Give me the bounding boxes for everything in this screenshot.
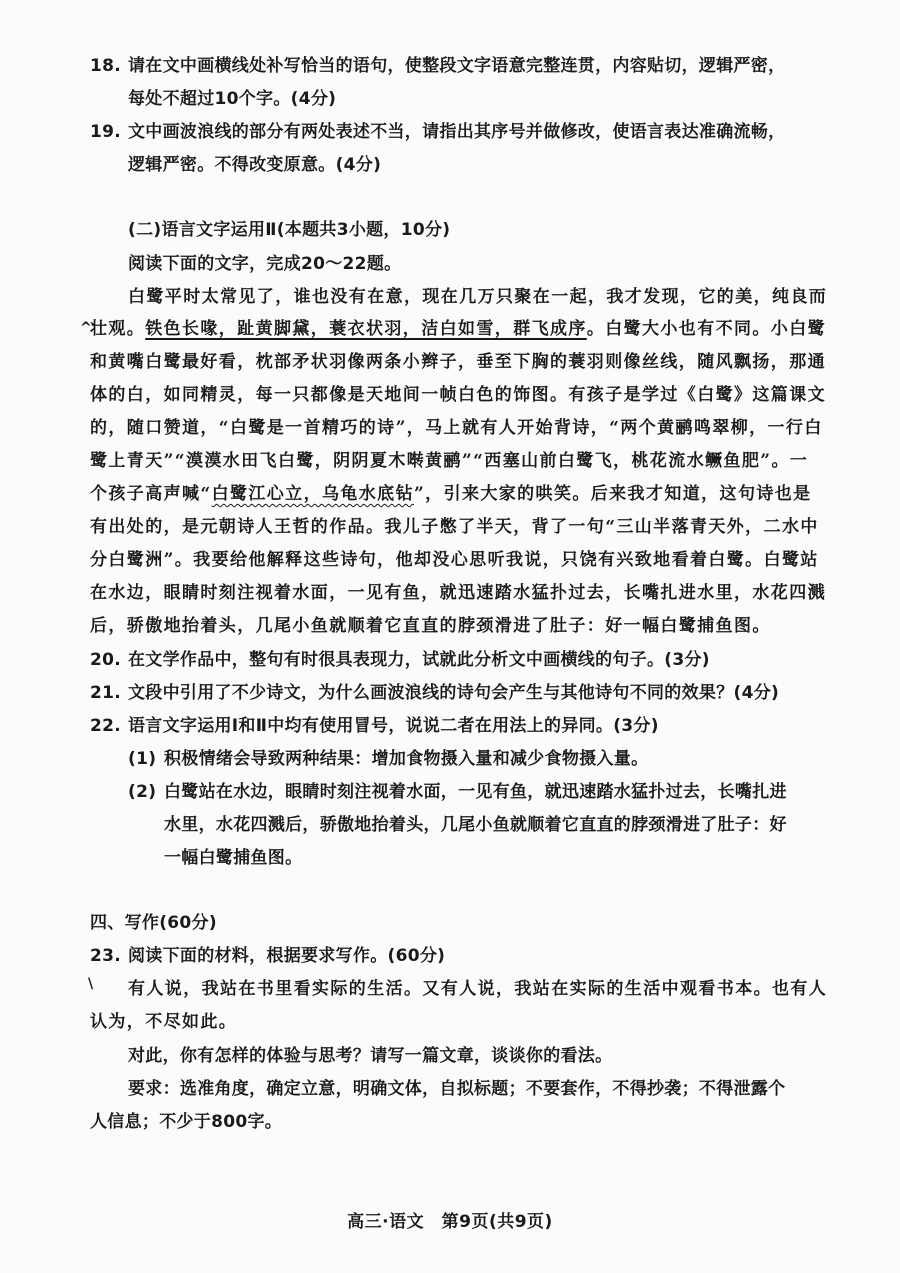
writing-requirements-continued: 人信息；不少于800字。: [90, 1112, 283, 1132]
question-text: 在文学作品中，整句有时很具表现力，试就此分析文中画横线的句子。(3分): [128, 650, 710, 670]
question-22-item-2-continued: 水里，水花四溅后，骄傲地抬着头，几尾小鱼就顺着它直直的脖颈滑进了肚子：好: [164, 815, 787, 835]
passage-line: 体的白，如同精灵，每一只都像是天地间一帧白色的饰图。有孩子是学过《白鹭》这篇课文: [90, 385, 826, 405]
passage-text: ”，引来大家的哄笑。后来我才知道，这句诗也是: [413, 484, 812, 504]
question-22: [90, 713, 659, 739]
passage-text: 个孩子高声喊“: [90, 484, 212, 504]
wavy-underlined-poem: 白鹭江心立，乌龟水底钻: [211, 484, 414, 504]
question-number: 23.: [90, 946, 122, 966]
writing-prompt: 对此，你有怎样的体验与思考？请写一篇文章，谈谈你的看法。: [128, 1046, 613, 1066]
passage-line: 分白鹭洲”。我要给他解释这些诗句，他却没心思听我说，只饶有兴致地看着白鹭。白鹭站: [90, 550, 819, 570]
underlined-sentence: 铁色长喙，趾黄脚黛，蓑衣状羽，洁白如雪，群飞成序: [145, 319, 587, 339]
question-number: 20.: [90, 650, 122, 670]
question-20: [90, 647, 710, 673]
passage-line: 在水边，眼睛时刻注视着水面，一见有鱼，就迅速踏水猛扑过去，长嘴扎进水里，水花四溅: [90, 583, 826, 603]
passage-line: 有出处的，是元朝诗人王哲的作品。我儿子憋了半天，背了一句“三山半落青天外，二水中: [90, 517, 819, 537]
question-19-continued: 逻辑严密。不得改变原意。(4分): [128, 155, 382, 175]
passage-line: 白鹭平时太常见了，谁也没有在意，现在几万只聚在一起，我才发现，它的美，纯良而: [128, 287, 828, 307]
question-22-item-1: [128, 746, 648, 772]
item-number: (2): [128, 782, 157, 802]
question-text: 文段中引用了不少诗文，为什么画波浪线的诗句会产生与其他诗句不同的效果？(4分): [128, 683, 780, 703]
question-22-item-2-continued: 一幅白鹭捕鱼图。: [164, 848, 303, 868]
question-19: [90, 119, 785, 145]
question-number: 19.: [90, 122, 122, 142]
section-instruction: 阅读下面的文字，完成20～22题。: [128, 254, 402, 274]
question-text: 文中画波浪线的部分有两处表述不当，请指出其序号并做修改，使语言表达准确流畅，: [128, 122, 786, 142]
section-heading: 四、写作(60分): [90, 913, 217, 933]
question-18: [90, 53, 785, 79]
question-number: 21.: [90, 683, 122, 703]
passage-line: [90, 316, 826, 342]
question-text: 阅读下面的材料，根据要求写作。(60分): [128, 946, 446, 966]
passage-line: 鹭上青天”“漠漠水田飞白鹭，阴阴夏木啭黄鹂”“西塞山前白鹭飞，桃花流水鳜鱼肥”。一: [90, 451, 809, 471]
writing-requirements: 要求：选准角度，确定立意，明确文体，自拟标题；不要套作，不得抄袭；不得泄露个: [128, 1079, 786, 1099]
question-number: 18.: [90, 56, 122, 76]
item-text: 积极情绪会导致两种结果：增加食物摄入量和减少食物摄入量。: [164, 749, 649, 769]
item-number: (1): [128, 749, 157, 769]
question-text: 请在文中画横线处补写恰当的语句，使整段文字语意完整连贯，内容贴切，逻辑严密，: [128, 56, 786, 76]
passage-line: 和黄嘴白鹭最好看，枕部矛状羽像两条小辫子，垂至下胸的蓑羽则像丝线，随风飘扬，那通: [90, 352, 826, 372]
passage-line: 的，随口赞道，“白鹭是一首精巧的诗”，马上就有人开始背诗，“两个黄鹂鸣翠柳，一行白: [90, 418, 823, 438]
passage-text: 。白鹭大小也有不同。小白鹭: [586, 319, 827, 339]
section-heading: (二)语言文字运用Ⅱ(本题共3小题，10分): [128, 220, 451, 240]
page-footer: 高三·语文 第9页(共9页): [347, 1212, 553, 1232]
passage-line: 后，骄傲地抬着头，几尾小鱼就顺着它直直的脖颈滑进了肚子：好一幅白鹭捕鱼图。: [90, 616, 771, 636]
pen-mark: \: [88, 976, 94, 992]
question-number: 22.: [90, 716, 122, 736]
item-text: 白鹭站在水边，眼睛时刻注视着水面，一见有鱼，就迅速踏水猛扑过去，长嘴扎进: [164, 782, 787, 802]
question-23: [90, 943, 445, 969]
passage-line: [90, 481, 812, 507]
material-line: 有人说，我站在书里看实际的生活。又有人说，我站在实际的生活中观看书本。也有人: [128, 979, 828, 999]
question-21: [90, 680, 779, 706]
question-18-continued: 每处不超过10个字。(4分): [128, 89, 337, 109]
question-text: 语言文字运用Ⅰ和Ⅱ中均有使用冒号，说说二者在用法上的异同。(3分): [128, 716, 659, 736]
material-line: 认为，不尽如此。: [90, 1012, 238, 1032]
pen-mark: ^: [80, 320, 92, 336]
passage-text: 壮观。: [90, 319, 146, 339]
question-22-item-2: [128, 779, 787, 805]
